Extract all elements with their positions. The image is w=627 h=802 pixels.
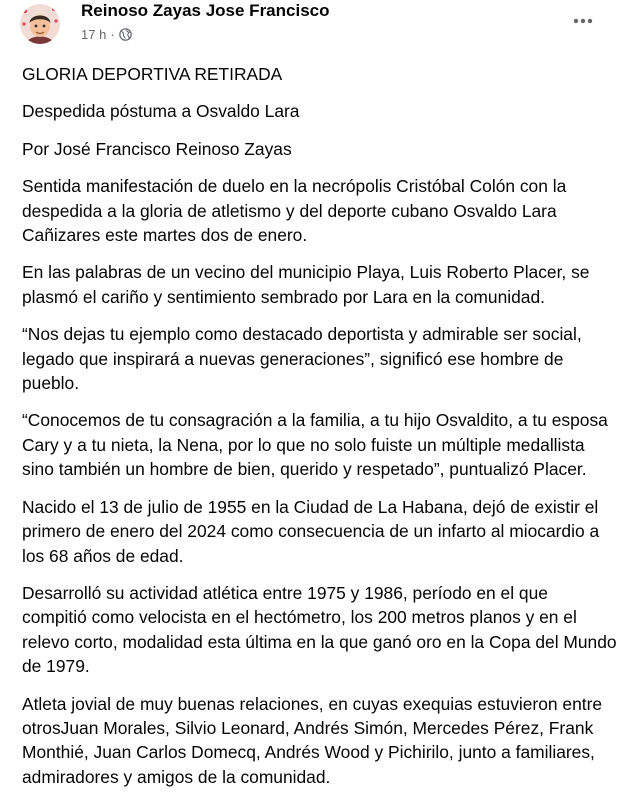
post-paragraph: En las palabras de un vecino del municipio Playa, Luis Roberto Placer, se plasmó el cariño y sentimiento sembrado por Lara en la comunidad. [22, 262, 590, 307]
post-paragraph: “Nos dejas tu ejemplo como destacado deportista y admirable ser social, legado que inspirará a nuevas generaciones”, significó ese hombre de pueblo. [22, 324, 582, 394]
post-paragraph: “Conocemos de tu consagración a la familia, a tu hijo Osvaldito, a tu esposa Cary y a tu nieta, la Nena, por lo que no solo fuiste un múltiple medallista sino también un hombre de bien, querido y respetado”, puntualizó Placer. [22, 410, 608, 480]
post-paragraph: Por José Francisco Reinoso Zayas [22, 138, 292, 159]
avatar-image [20, 4, 60, 44]
post-paragraph: Despedida póstuma a Osvaldo Lara [22, 101, 300, 122]
more-options-button[interactable] [566, 6, 600, 36]
avatar[interactable] [20, 4, 60, 44]
post-paragraph: Atleta jovial de muy buenas relaciones, en cuyas exequias estuvieron entre otrosJuan Morales, Silvio Leonard, Andrés Simón, Mercedes Pérez, Frank Monthié, Juan Carlos Domecq, Andrés Wood y Pichirilo, junto a familiares, admiradores y amigos de la comunidad. [22, 693, 603, 787]
author-name[interactable]: Reinoso Zayas Jose Francisco [81, 1, 330, 20]
post-header [0, 0, 627, 56]
post-body [22, 62, 617, 802]
post-paragraph: Nacido el 13 de julio de 1955 en la Ciudad de La Habana, dejó de existir el primero de enero del 2024 como consecuencia de un infarto al miocardio a los 68 años de edad. [22, 496, 600, 566]
globe-icon[interactable] [119, 28, 132, 41]
post-paragraph: GLORIA DEPORTIVA RETIRADA [22, 64, 283, 84]
post-paragraph: Sentida manifestación de duelo en la necrópolis Cristóbal Colón con la despedida a la gloria de atletismo y del deporte cubano Osvaldo Lara Cañizares este martes dos de enero. [22, 176, 567, 246]
post-paragraph: Desarrolló su actividad atlética entre 1975 y 1986, período en el que compitió como velocista en el hectómetro, los 200 metros planos y en el relevo corto, modalidad esta última en la que ganó oro en la Copa del Mundo de 1979. [22, 582, 617, 677]
more-options-icon [573, 18, 593, 24]
meta-separator: · [110, 27, 115, 42]
post-time[interactable]: 17 h [81, 27, 107, 42]
post-meta [81, 27, 132, 42]
